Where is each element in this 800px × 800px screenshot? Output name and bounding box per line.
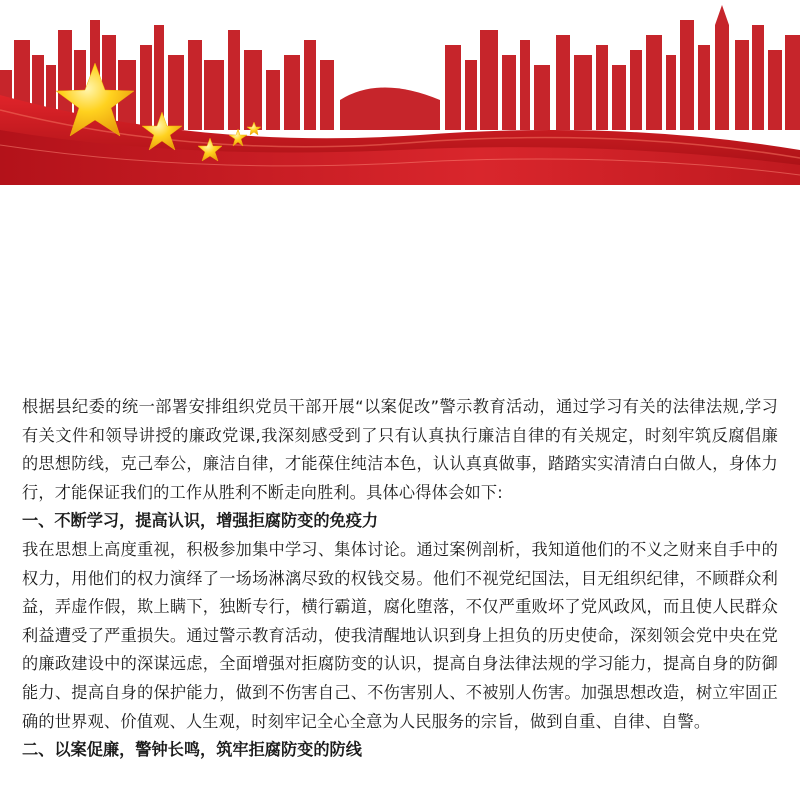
section-heading-1: 一、不断学习，提高认识，增强拒腐防变的免疫力: [22, 511, 379, 531]
intro-paragraph: 根据县纪委的统一部署安排组织党员干部开展“以案促改”警示教育活动，通过学习有关的法律法规,学习有关文件和领导讲授的廉政党课,我深刻感受到了只有认真执行廉洁自律的有关规定，时刻牢筑反腐倡廉的思想防线，克己奉公，廉洁自律，才能葆住纯洁本色，认认真真做事，踏踏实实清清白白做人，身体力行，才能保证我们的工作从胜利不断走向胜利。具体心得体会如下:: [22, 397, 778, 502]
header-banner: [0, 0, 800, 185]
city-skyline: [0, 5, 800, 130]
section-body-1: 我在思想上高度重视，积极参加集中学习、集体讨论。通过案例剖析，我知道他们的不义之财来自手中的权力，用他们的权力演绎了一场场淋漓尽致的权钱交易。他们不视党纪国法，目无组织纪律，不顾群众利益，弄虚作假，欺上瞒下，独断专行，横行霸道，腐化堕落，不仅严重败坏了党风政风，而且使人民群众利益遭受了严重损失。通过警示教育活动，使我清醒地认识到身上担负的历史使命，深刻领会党中央在党的廉政建设中的深谋远虑，全面增强对拒腐防变的认识，提高自身法律法规的学习能力，提高自身的防御能力、提高自身的保护能力，做到不伤害自己、不伤害别人、不被别人伤害。加强思想改造，树立牢固正确的世界观、价值观、人生观，时刻牢记全心全意为人民服务的宗旨，做到自重、自律、自警。: [22, 539, 778, 731]
section-heading-2: 二、以案促廉，警钟长鸣，筑牢拒腐防变的防线: [22, 740, 362, 760]
document-body: [22, 393, 778, 765]
